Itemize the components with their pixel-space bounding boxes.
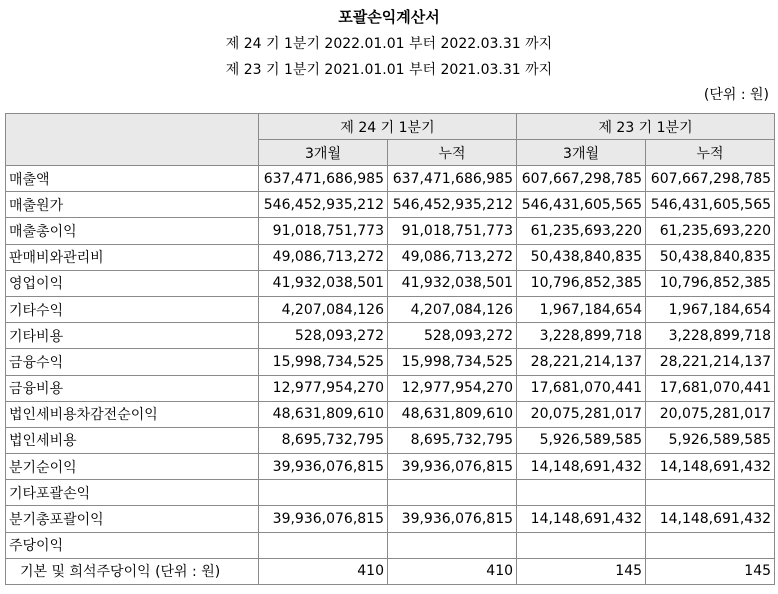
value-prior-cumulative: 3,228,899,718	[646, 323, 775, 349]
value-prior-3m: 50,438,840,835	[517, 244, 646, 270]
value-current-3m	[259, 532, 388, 558]
value-prior-cumulative: 14,148,691,432	[646, 506, 775, 532]
income-statement-table	[5, 113, 775, 585]
value-current-cumulative	[388, 532, 517, 558]
row-label: 기타수익	[6, 296, 259, 322]
row-label: 기타포괄손익	[6, 480, 259, 506]
value-prior-3m: 1,967,184,654	[517, 296, 646, 322]
row-label: 금융비용	[6, 375, 259, 401]
value-current-cumulative: 637,471,686,985	[388, 166, 517, 192]
value-current-cumulative: 15,998,734,525	[388, 349, 517, 375]
value-prior-3m: 546,431,605,565	[517, 192, 646, 218]
value-current-3m: 410	[259, 558, 388, 584]
row-label: 분기총포괄이익	[6, 506, 259, 532]
value-prior-3m: 20,075,281,017	[517, 401, 646, 427]
row-label: 금융수익	[6, 349, 259, 375]
value-prior-3m	[517, 480, 646, 506]
value-prior-cumulative: 28,221,214,137	[646, 349, 775, 375]
value-prior-cumulative: 61,235,693,220	[646, 218, 775, 244]
value-current-cumulative: 4,207,084,126	[388, 296, 517, 322]
value-current-3m: 91,018,751,773	[259, 218, 388, 244]
row-label: 매출액	[6, 166, 259, 192]
value-current-cumulative: 12,977,954,270	[388, 375, 517, 401]
value-current-cumulative: 528,093,272	[388, 323, 517, 349]
value-prior-cumulative	[646, 480, 775, 506]
value-current-3m: 546,452,935,212	[259, 192, 388, 218]
table-row	[6, 506, 775, 532]
header-corner	[6, 114, 259, 166]
value-current-cumulative: 8,695,732,795	[388, 427, 517, 453]
value-current-cumulative: 41,932,038,501	[388, 270, 517, 296]
row-label: 법인세비용차감전순이익	[6, 401, 259, 427]
value-prior-3m: 14,148,691,432	[517, 506, 646, 532]
value-current-cumulative: 48,631,809,610	[388, 401, 517, 427]
value-prior-cumulative: 10,796,852,385	[646, 270, 775, 296]
table-row	[6, 270, 775, 296]
value-current-cumulative: 39,936,076,815	[388, 454, 517, 480]
value-prior-3m: 145	[517, 558, 646, 584]
table-row	[6, 454, 775, 480]
row-label: 법인세비용	[6, 427, 259, 453]
header-prior-3m: 3개월	[517, 140, 646, 166]
unit-label: (단위 : 원)	[703, 87, 769, 103]
value-current-3m: 528,093,272	[259, 323, 388, 349]
table-row	[6, 296, 775, 322]
value-current-3m: 48,631,809,610	[259, 401, 388, 427]
row-label: 매출총이익	[6, 218, 259, 244]
row-label: 매출원가	[6, 192, 259, 218]
value-prior-cumulative: 546,431,605,565	[646, 192, 775, 218]
value-current-3m: 8,695,732,795	[259, 427, 388, 453]
table-row	[6, 192, 775, 218]
value-current-cumulative: 546,452,935,212	[388, 192, 517, 218]
table-row	[6, 375, 775, 401]
value-prior-3m: 28,221,214,137	[517, 349, 646, 375]
statement-title: 포괄손익계산서	[338, 8, 440, 26]
value-current-cumulative: 91,018,751,773	[388, 218, 517, 244]
value-prior-3m: 3,228,899,718	[517, 323, 646, 349]
value-prior-3m: 10,796,852,385	[517, 270, 646, 296]
table-row	[6, 349, 775, 375]
value-current-3m: 41,932,038,501	[259, 270, 388, 296]
table-row	[6, 427, 775, 453]
value-current-cumulative: 39,936,076,815	[388, 506, 517, 532]
value-prior-3m: 5,926,589,585	[517, 427, 646, 453]
value-prior-3m	[517, 532, 646, 558]
table-row	[6, 558, 775, 584]
row-label: 주당이익	[6, 532, 259, 558]
row-label: 기본 및 희석주당이익 (단위 : 원)	[6, 558, 259, 584]
value-prior-3m: 607,667,298,785	[517, 166, 646, 192]
table-row	[6, 323, 775, 349]
value-current-3m: 4,207,084,126	[259, 296, 388, 322]
value-prior-cumulative	[646, 532, 775, 558]
value-prior-cumulative: 607,667,298,785	[646, 166, 775, 192]
header-current-period: 제 24 기 1분기	[259, 114, 517, 140]
header-current-cumulative: 누적	[388, 140, 517, 166]
value-prior-3m: 17,681,070,441	[517, 375, 646, 401]
header-current-3m: 3개월	[259, 140, 388, 166]
value-prior-cumulative: 17,681,070,441	[646, 375, 775, 401]
value-current-3m: 12,977,954,270	[259, 375, 388, 401]
row-label: 분기순이익	[6, 454, 259, 480]
value-prior-3m: 61,235,693,220	[517, 218, 646, 244]
period-prior: 제 23 기 1분기 2021.01.01 부터 2021.03.31 까지	[225, 62, 553, 78]
table-row	[6, 218, 775, 244]
value-current-3m	[259, 480, 388, 506]
value-current-cumulative	[388, 480, 517, 506]
value-prior-cumulative: 1,967,184,654	[646, 296, 775, 322]
table-row	[6, 401, 775, 427]
table-row	[6, 166, 775, 192]
value-current-cumulative: 49,086,713,272	[388, 244, 517, 270]
header-prior-period: 제 23 기 1분기	[517, 114, 775, 140]
value-prior-cumulative: 14,148,691,432	[646, 454, 775, 480]
header-prior-cumulative: 누적	[646, 140, 775, 166]
header-row-period	[6, 114, 775, 140]
value-prior-cumulative: 145	[646, 558, 775, 584]
value-current-3m: 39,936,076,815	[259, 506, 388, 532]
row-label: 판매비와관리비	[6, 244, 259, 270]
value-current-3m: 637,471,686,985	[259, 166, 388, 192]
value-current-3m: 49,086,713,272	[259, 244, 388, 270]
value-prior-cumulative: 50,438,840,835	[646, 244, 775, 270]
value-current-3m: 39,936,076,815	[259, 454, 388, 480]
value-current-cumulative: 410	[388, 558, 517, 584]
value-current-3m: 15,998,734,525	[259, 349, 388, 375]
row-label: 영업이익	[6, 270, 259, 296]
value-prior-cumulative: 5,926,589,585	[646, 427, 775, 453]
table-row	[6, 480, 775, 506]
row-label: 기타비용	[6, 323, 259, 349]
table-row	[6, 532, 775, 558]
table-row	[6, 244, 775, 270]
period-current: 제 24 기 1분기 2022.01.01 부터 2022.03.31 까지	[225, 36, 553, 52]
value-prior-cumulative: 20,075,281,017	[646, 401, 775, 427]
value-prior-3m: 14,148,691,432	[517, 454, 646, 480]
